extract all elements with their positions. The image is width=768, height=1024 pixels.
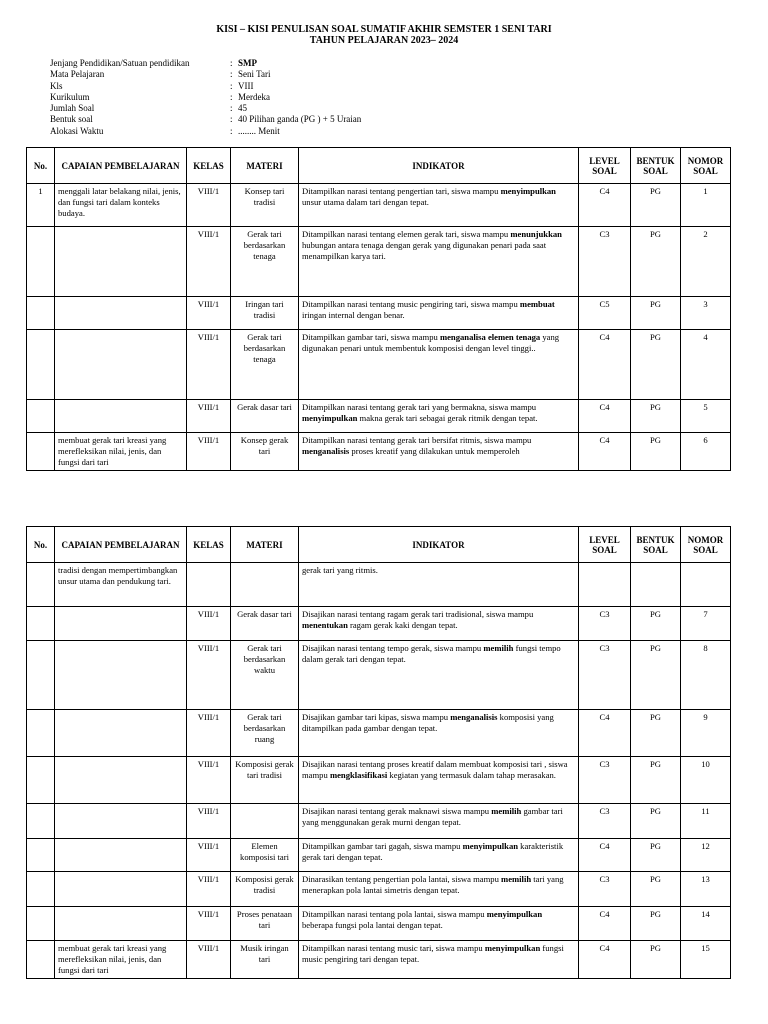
table-row [27, 839, 731, 872]
cell-indikator [299, 563, 579, 607]
table-row [27, 433, 731, 471]
cell-nomor: 14 [681, 907, 731, 941]
cell-materi: Komposisi gerak tari tradisi [231, 757, 299, 804]
cell-bentuk: PG [631, 804, 681, 839]
cell-capaian: tradisi dengan mempertimbangkan unsur utama dan pendukung tari. [55, 563, 187, 607]
col-header-nomor: NOMOR SOAL [681, 527, 731, 563]
cell-indikator [299, 297, 579, 330]
cell-indikator [299, 184, 579, 227]
info-value: 40 Pilihan ganda (PG ) + 5 Uraian [238, 114, 362, 125]
info-row: Alokasi Waktu : ........ Menit [50, 125, 280, 136]
col-header-materi: MATERI [231, 148, 299, 184]
table-row [27, 872, 731, 907]
indikator-text: karakteristik gerak tari dengan tepat. [302, 841, 564, 862]
cell-nomor: 5 [681, 400, 731, 433]
indikator-text: Ditampilkan gambar tari, siswa mampu [302, 332, 440, 342]
cell-indikator [299, 907, 579, 941]
indikator-text: Ditampilkan narasi tentang music tari, siswa mampu [302, 943, 485, 953]
kisi-table-page-2 [26, 526, 731, 979]
cell-bentuk [631, 563, 681, 607]
indikator-keyword: mengklasifikasi [329, 770, 388, 780]
info-value: VIII [238, 80, 254, 91]
indikator-text: hubungan antara tenaga dengan gerak yang digunakan penari pada saat menampilkan karya tari. [302, 240, 547, 261]
cell-level: C4 [579, 839, 631, 872]
info-label: Alokasi Waktu [50, 125, 104, 136]
cell-kelas: VIII/1 [187, 400, 231, 433]
cell-indikator [299, 607, 579, 641]
indikator-text: proses kreatif yang dilakukan untuk memperoleh [349, 446, 520, 456]
cell-kelas: VIII/1 [187, 757, 231, 804]
cell-kelas: VIII/1 [187, 184, 231, 227]
cell-indikator [299, 433, 579, 471]
indikator-text: Disajikan narasi tentang gerak maknawi siswa mampu [302, 806, 492, 816]
indikator-keyword: menyimpulkan [484, 943, 541, 953]
indikator-keyword: memilih [483, 643, 514, 653]
cell-no [27, 330, 55, 400]
cell-materi [231, 804, 299, 839]
cell-capaian [55, 757, 187, 804]
cell-nomor: 15 [681, 941, 731, 979]
cell-materi [231, 563, 299, 607]
indikator-text: fungsi music pengiring tari dengan tepat. [302, 943, 564, 964]
cell-no [27, 839, 55, 872]
info-label: Kls [50, 80, 63, 91]
indikator-text: Ditampilkan gambar tari gagah, siswa mampu [302, 841, 463, 851]
info-label: Bentuk soal [50, 114, 93, 125]
cell-level: C4 [579, 184, 631, 227]
indikator-text: Disajikan narasi tentang proses kreatif dalam membuat komposisi tari , siswa mampu [302, 759, 568, 780]
indikator-keyword: menentukan [302, 620, 348, 630]
cell-capaian [55, 607, 187, 641]
cell-materi: Konsep gerak tari [231, 433, 299, 471]
cell-indikator [299, 757, 579, 804]
info-row: Bentuk soal : 40 Pilihan ganda (PG ) + 5 Uraian [50, 114, 362, 125]
col-header-nomor: NOMOR SOAL [681, 148, 731, 184]
info-row: Jenjang Pendidikan/Satuan pendidikan : SMP [50, 58, 257, 68]
indikator-text: unsur utama dalam tari dengan tepat. [302, 197, 429, 207]
info-row: Jumlah Soal : 45 [50, 103, 247, 114]
cell-materi: Gerak tari berdasarkan tenaga [231, 227, 299, 297]
cell-kelas: VIII/1 [187, 297, 231, 330]
cell-materi: Gerak tari berdasarkan tenaga [231, 330, 299, 400]
cell-nomor: 9 [681, 710, 731, 757]
table-row [27, 297, 731, 330]
col-header-no: No. [27, 527, 55, 563]
cell-level: C5 [579, 297, 631, 330]
cell-materi: Konsep tari tradisi [231, 184, 299, 227]
indikator-text: makna gerak tari sebagai gerak ritmik dengan tepat. [357, 413, 538, 423]
cell-indikator [299, 710, 579, 757]
cell-indikator [299, 941, 579, 979]
cell-nomor: 6 [681, 433, 731, 471]
cell-kelas: VIII/1 [187, 641, 231, 710]
indikator-text: gambar tari yang menggunakan gerak murni dengan tepat. [302, 806, 563, 827]
cell-nomor: 1 [681, 184, 731, 227]
indikator-keyword: menyimpulkan [500, 186, 556, 196]
cell-bentuk: PG [631, 872, 681, 907]
indikator-keyword: memilih [491, 806, 522, 816]
col-header-bentuk: BENTUK SOAL [631, 148, 681, 184]
cell-level: C3 [579, 227, 631, 297]
cell-materi: Gerak dasar tari [231, 400, 299, 433]
cell-indikator [299, 839, 579, 872]
cell-capaian [55, 400, 187, 433]
table-row [27, 400, 731, 433]
indikator-keyword: menganalisa elemen tenaga [439, 332, 541, 342]
table-row [27, 227, 731, 297]
cell-capaian: membuat gerak tari kreasi yang merefleksikan nilai, jenis, dan fungsi dari tari [55, 433, 187, 471]
cell-materi: Komposisi gerak tradisi [231, 872, 299, 907]
cell-kelas: VIII/1 [187, 839, 231, 872]
cell-kelas: VIII/1 [187, 710, 231, 757]
indikator-text: Ditampilkan narasi tentang elemen gerak tari, siswa mampu [302, 229, 511, 239]
cell-bentuk: PG [631, 400, 681, 433]
cell-materi: Proses penataan tari [231, 907, 299, 941]
cell-nomor: 4 [681, 330, 731, 400]
table-row [27, 757, 731, 804]
indikator-keyword: menganalisis [302, 446, 350, 456]
cell-nomor: 11 [681, 804, 731, 839]
cell-kelas: VIII/1 [187, 941, 231, 979]
indikator-text: Ditampilkan narasi tentang pola lantai, siswa mampu [302, 909, 487, 919]
cell-no [27, 907, 55, 941]
cell-level: C3 [579, 872, 631, 907]
cell-no [27, 227, 55, 297]
cell-capaian [55, 839, 187, 872]
cell-bentuk: PG [631, 710, 681, 757]
cell-level: C3 [579, 607, 631, 641]
indikator-keyword: menganalisis [450, 712, 498, 722]
indikator-keyword: menyimpulkan [302, 413, 358, 423]
kisi-table-page-1 [26, 147, 731, 471]
indikator-text: ragam gerak kaki dengan tepat. [347, 620, 458, 630]
cell-indikator [299, 641, 579, 710]
cell-indikator [299, 400, 579, 433]
cell-kelas: VIII/1 [187, 227, 231, 297]
cell-bentuk: PG [631, 433, 681, 471]
cell-no [27, 872, 55, 907]
cell-nomor: 7 [681, 607, 731, 641]
table-header-row [27, 148, 731, 184]
table-row [27, 330, 731, 400]
indikator-text: Disajikan narasi tentang tempo gerak, siswa mampu [302, 643, 484, 653]
indikator-text: Disajikan narasi tentang ragam gerak tari tradisional, siswa mampu [302, 609, 534, 619]
info-row: Mata Pelajaran : Seni Tari [50, 69, 271, 80]
indikator-text: Ditampilkan narasi tentang music pengiring tari, siswa mampu [302, 299, 520, 309]
col-header-capaian: CAPAIAN PEMBELAJARAN [55, 527, 187, 563]
cell-indikator [299, 872, 579, 907]
cell-bentuk: PG [631, 839, 681, 872]
cell-capaian [55, 710, 187, 757]
indikator-keyword: menyimpulkan [486, 909, 543, 919]
cell-level: C4 [579, 710, 631, 757]
table-row [27, 907, 731, 941]
cell-capaian [55, 872, 187, 907]
cell-bentuk: PG [631, 907, 681, 941]
indikator-text: Ditampilkan narasi tentang gerak tari yang bermakna, siswa mampu [302, 402, 537, 412]
table-row [27, 804, 731, 839]
cell-kelas: VIII/1 [187, 907, 231, 941]
indikator-text: yang digunakan penari untuk membentuk komposisi dengan level tinggi.. [302, 332, 560, 353]
cell-materi: Gerak tari berdasarkan ruang [231, 710, 299, 757]
cell-capaian [55, 227, 187, 297]
cell-kelas: VIII/1 [187, 433, 231, 471]
cell-kelas: VIII/1 [187, 804, 231, 839]
indikator-keyword: menunjukkan [510, 229, 562, 239]
col-header-indikator: INDIKATOR [299, 527, 579, 563]
table-row [27, 184, 731, 227]
cell-materi: Gerak tari berdasarkan waktu [231, 641, 299, 710]
cell-level: C4 [579, 941, 631, 979]
indikator-text: tari yang menerapkan pola lantai simetris dengan tepat. [302, 874, 564, 895]
table-row [27, 563, 731, 607]
indikator-text: Dinarasikan tentang pengertian pola lantai, siswa mampu [302, 874, 502, 884]
cell-level [579, 563, 631, 607]
cell-bentuk: PG [631, 330, 681, 400]
cell-bentuk: PG [631, 941, 681, 979]
cell-no [27, 607, 55, 641]
cell-level: C3 [579, 757, 631, 804]
indikator-keyword: memilih [501, 874, 532, 884]
cell-nomor: 2 [681, 227, 731, 297]
cell-indikator [299, 330, 579, 400]
document-title: KISI – KISI PENULISAN SOAL SUMATIF AKHIR SEMSTER 1 SENI TARI [216, 24, 552, 35]
table-row [27, 641, 731, 710]
cell-capaian [55, 297, 187, 330]
cell-nomor: 3 [681, 297, 731, 330]
cell-nomor: 13 [681, 872, 731, 907]
indikator-text: Ditampilkan narasi tentang pengertian tari, siswa mampu [302, 186, 501, 196]
cell-kelas: VIII/1 [187, 330, 231, 400]
cell-no [27, 563, 55, 607]
cell-no [27, 641, 55, 710]
col-header-kelas: KELAS [187, 527, 231, 563]
cell-bentuk: PG [631, 184, 681, 227]
cell-bentuk: PG [631, 297, 681, 330]
cell-level: C4 [579, 330, 631, 400]
cell-no [27, 297, 55, 330]
cell-level: C4 [579, 400, 631, 433]
cell-indikator [299, 227, 579, 297]
cell-level: C4 [579, 433, 631, 471]
col-header-level: LEVEL SOAL [579, 527, 631, 563]
cell-materi: Elemen komposisi tari [231, 839, 299, 872]
cell-indikator [299, 804, 579, 839]
col-header-no: No. [27, 148, 55, 184]
cell-nomor: 12 [681, 839, 731, 872]
indikator-text: kegiatan yang termasuk dalam tahap merasakan. [387, 770, 556, 780]
cell-bentuk: PG [631, 641, 681, 710]
col-header-indikator: INDIKATOR [299, 148, 579, 184]
cell-capaian: membuat gerak tari kreasi yang merefleksikan nilai, jenis, dan fungsi dari tari [55, 941, 187, 979]
info-label: Kurikulum [50, 91, 90, 102]
cell-capaian [55, 907, 187, 941]
indikator-text: Ditampilkan narasi tentang gerak tari bersifat ritmis, siswa mampu [302, 435, 532, 445]
cell-capaian [55, 330, 187, 400]
table-header-row [27, 527, 731, 563]
cell-no [27, 400, 55, 433]
cell-no [27, 804, 55, 839]
info-row: Kls : VIII [50, 80, 254, 91]
cell-capaian: menggali latar belakang nilai, jenis, dan fungsi tari dalam konteks budaya. [55, 184, 187, 227]
indikator-text: gerak tari yang ritmis. [302, 565, 378, 575]
cell-capaian [55, 804, 187, 839]
cell-materi: Iringan tari tradisi [231, 297, 299, 330]
cell-materi: Gerak dasar tari [231, 607, 299, 641]
col-header-kelas: KELAS [187, 148, 231, 184]
cell-level: C4 [579, 907, 631, 941]
indikator-keyword: membuat [519, 299, 555, 309]
cell-nomor [681, 563, 731, 607]
info-label: Jumlah Soal [50, 103, 95, 114]
indikator-text: komposisi yang ditampilkan pada gambar dengan tepat. [302, 712, 554, 733]
table-row [27, 607, 731, 641]
info-label: Mata Pelajaran [50, 69, 105, 80]
cell-no [27, 757, 55, 804]
cell-no [27, 710, 55, 757]
info-block [50, 58, 361, 137]
cell-bentuk: PG [631, 607, 681, 641]
cell-level: C3 [579, 641, 631, 710]
cell-capaian [55, 641, 187, 710]
info-value: Seni Tari [238, 69, 271, 80]
cell-materi: Musik iringan tari [231, 941, 299, 979]
indikator-text: Disajikan gambar tari kipas, siswa mampu [302, 712, 451, 722]
indikator-text: iringan internal dengan benar. [302, 310, 405, 320]
cell-level: C3 [579, 804, 631, 839]
cell-no [27, 433, 55, 471]
document-subtitle: TAHUN PELAJARAN 2023– 2024 [309, 35, 459, 46]
indikator-text: beberapa fungsi pola lantai dengan tepat. [302, 920, 443, 930]
info-value: SMP [238, 58, 257, 68]
table-row [27, 710, 731, 757]
col-header-capaian: CAPAIAN PEMBELAJARAN [55, 148, 187, 184]
cell-kelas: VIII/1 [187, 607, 231, 641]
col-header-level: LEVEL SOAL [579, 148, 631, 184]
cell-bentuk: PG [631, 757, 681, 804]
cell-nomor: 8 [681, 641, 731, 710]
indikator-keyword: menyimpulkan [462, 841, 519, 851]
table-row [27, 941, 731, 979]
info-value: ........ Menit [238, 125, 280, 136]
cell-nomor: 10 [681, 757, 731, 804]
cell-no: 1 [27, 184, 55, 227]
cell-kelas: VIII/1 [187, 872, 231, 907]
cell-kelas [187, 563, 231, 607]
info-label: Jenjang Pendidikan/Satuan pendidikan [50, 58, 190, 68]
info-row: Kurikulum : Merdeka [50, 91, 270, 102]
cell-no [27, 941, 55, 979]
info-value: 45 [238, 103, 247, 114]
info-value: Merdeka [238, 91, 270, 102]
cell-bentuk: PG [631, 227, 681, 297]
indikator-text: fungsi tempo dalam gerak tari dengan tepat. [302, 643, 561, 664]
col-header-bentuk: BENTUK SOAL [631, 527, 681, 563]
col-header-materi: MATERI [231, 527, 299, 563]
